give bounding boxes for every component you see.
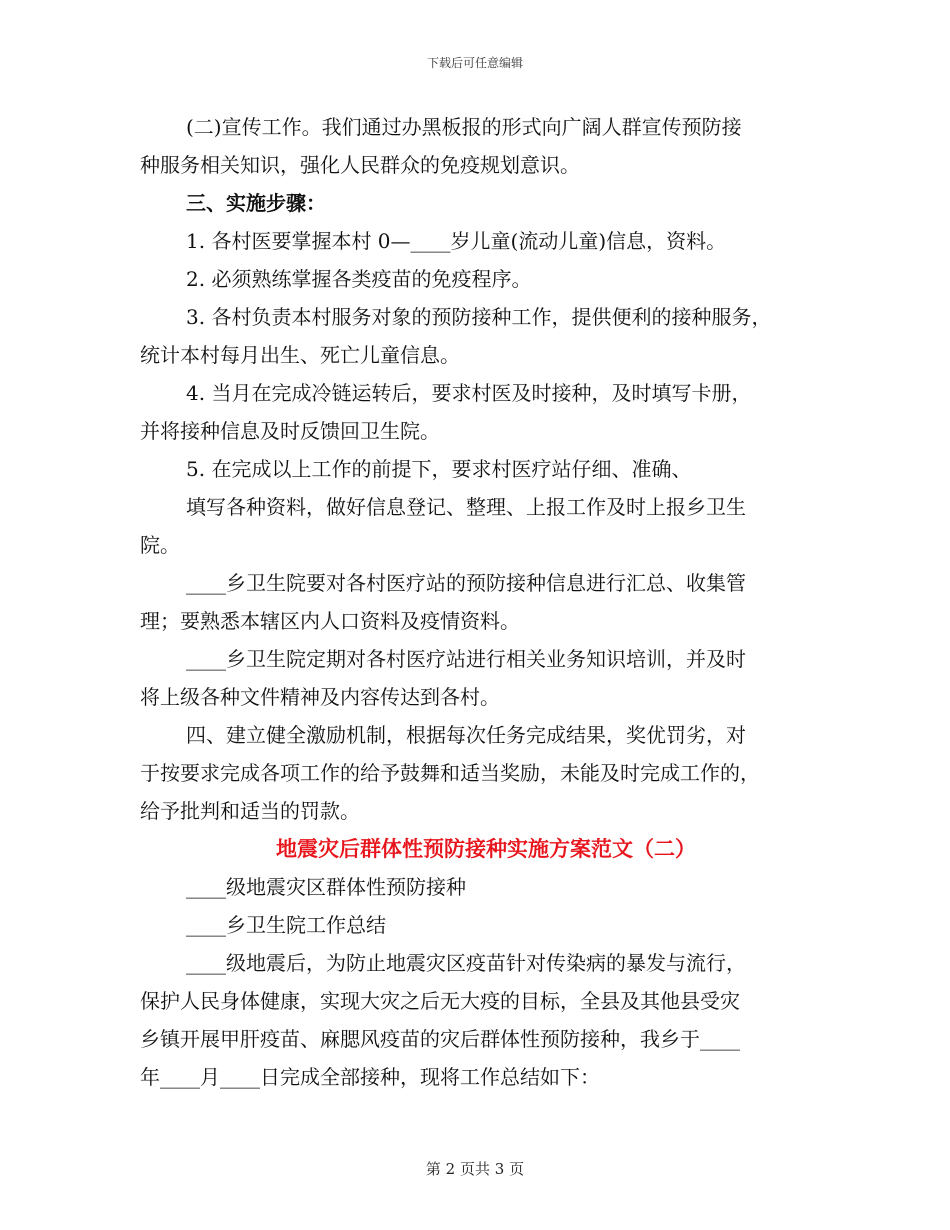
paragraph-line: 乡镇开展甲肝疫苗、麻腮风疫苗的灾后群体性预防接种，我乡于____: [140, 1027, 740, 1051]
list-item: 4. 当月在完成冷链运转后，要求村医及时接种，及时填写卡册，: [186, 381, 752, 405]
paragraph-line: 院。: [140, 533, 180, 557]
list-item: 3. 各村负责本村服务对象的预防接种工作，提供便利的接种服务，: [186, 305, 772, 329]
paragraph-line: ____级地震灾区群体性预防接种: [186, 875, 466, 899]
paragraph-line: ____乡卫生院工作总结: [186, 913, 386, 937]
paragraph-line: 保护人民身体健康，实现大灾之后无大疫的目标，全县及其他县受灾: [140, 989, 740, 1013]
paragraph-line: 将上级各种文件精神及内容传达到各村。: [140, 685, 500, 709]
document-body: [140, 108, 810, 1096]
paragraph-line: 于按要求完成各项工作的给予鼓舞和适当奖励，未能及时完成工作的，: [140, 761, 760, 785]
page-footer: 第 2 页共 3 页: [425, 1160, 525, 1178]
paragraph-line: ____乡卫生院要对各村医疗站的预防接种信息进行汇总、收集管: [186, 571, 746, 595]
paragraph-line: 理；要熟悉本辖区内人口资料及疫情资料。: [140, 609, 520, 633]
paragraph-line: ____乡卫生院定期对各村医疗站进行相关业务知识培训，并及时: [186, 647, 746, 671]
paragraph-line: 种服务相关知识，强化人民群众的免疫规划意识。: [140, 153, 580, 177]
paragraph-line: (二)宣传工作。我们通过办黑板报的形式向广阔人群宣传预防接: [186, 115, 742, 139]
page-header: 下载后可任意编辑: [426, 56, 523, 70]
list-item: 2. 必须熟练掌握各类疫苗的免疫程序。: [186, 267, 532, 291]
paragraph-line: 并将接种信息及时反馈回卫生院。: [140, 419, 440, 443]
list-item: 1. 各村医要掌握本村 0—____岁儿童(流动儿童)信息，资料。: [186, 229, 727, 253]
paragraph-line: 四、建立健全激励机制，根据每次任务完成结果，奖优罚劣，对: [186, 723, 746, 747]
paragraph-line: 给予批判和适当的罚款。: [140, 799, 360, 823]
paragraph-line: 年____月____日完成全部接种，现将工作总结如下：: [140, 1065, 600, 1089]
section-heading: 三、实施步骤：: [186, 191, 326, 215]
paragraph-line: 统计本村每月出生、死亡儿童信息。: [140, 343, 460, 367]
list-item: 5. 在完成以上工作的前提下，要求村医疗站仔细、准确、: [186, 457, 692, 481]
document-title: 地震灾后群体性预防接种实施方案范文（二）: [276, 836, 696, 861]
paragraph-line: 填写各种资料，做好信息登记、整理、上报工作及时上报乡卫生: [186, 495, 746, 519]
paragraph-line: ____级地震后，为防止地震灾区疫苗针对传染病的暴发与流行，: [186, 951, 746, 975]
